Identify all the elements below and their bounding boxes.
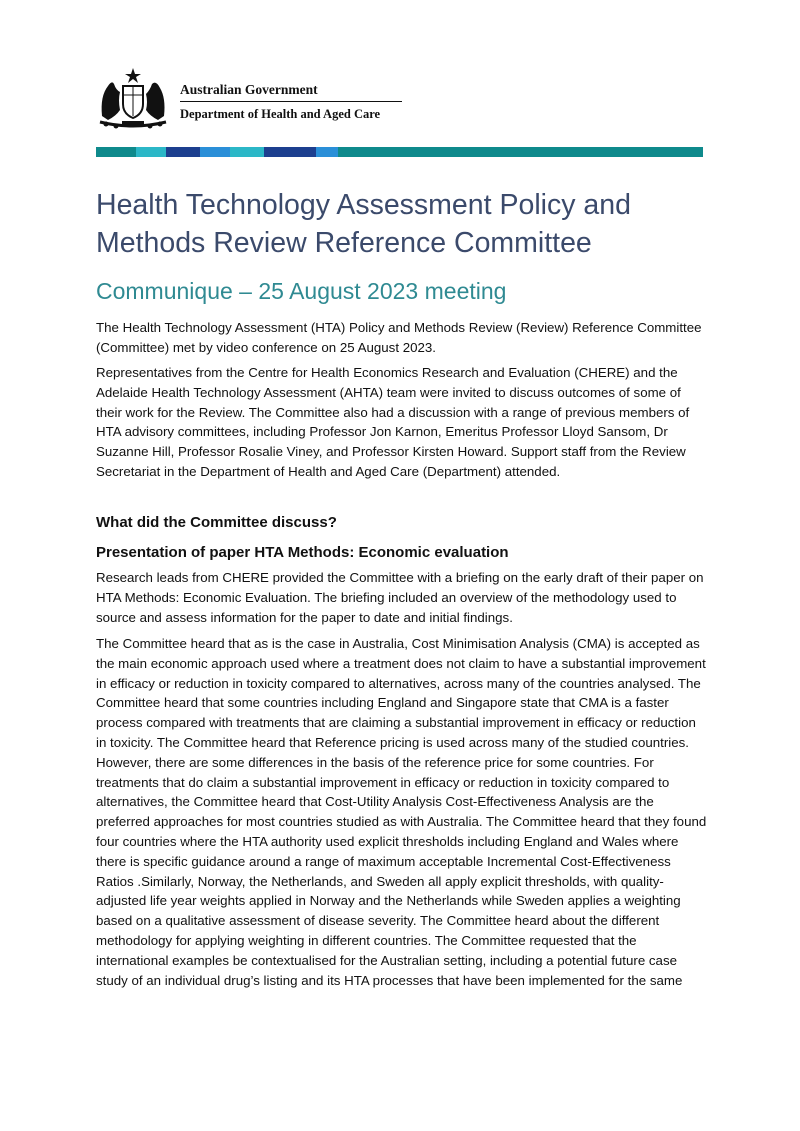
divider	[180, 101, 402, 102]
color-band	[96, 147, 703, 157]
band-segment	[338, 147, 703, 157]
paragraph-intro: The Health Technology Assessment (HTA) Policy and Methods Review (Review) Reference Committee (Committee) met by video conference on 25 August 2023.	[96, 320, 702, 355]
page-title: Health Technology Assessment Policy and Methods Review Reference Committee	[96, 189, 631, 259]
band-segment	[166, 147, 200, 157]
heading-economic-evaluation: Presentation of paper HTA Methods: Economic evaluation	[96, 544, 509, 561]
coat-of-arms-icon	[96, 66, 170, 130]
band-segment	[136, 147, 166, 157]
band-segment	[230, 147, 264, 157]
paragraph-committee-heard: The Committee heard that as is the case in Australia, Cost Minimisation Analysis (CMA) is accepted as the main economic approach used where a treatment does not claim to have a substantial improvement in efficacy or reduction in toxicity compared to alternatives, across many of the countries analysed. The Committee heard that some countries including England and Singapore state that CMA is a faster process compared with treatments that are claiming a substantial improvement in efficacy or reduction in toxicity. The Committee heard that Reference pricing is used across many of the studied countries. However, there are some differences in the basis of the reference price for some countries. For treatments that do claim a substantial improvement in efficacy or reduction in toxicity compared to alternatives, the Committee heard that Cost-Utility Analysis Cost-Effectiveness Analysis are the preferred approaches for most countries studied as with Australia. The Committee heard that they found four countries where the HTA authority used explicit thresholds including England and Wales where there is specific guidance around a range of maximum acceptable Incremental Cost-Effectiveness Ratios .Similarly, Norway, the Netherlands, and Sweden all apply explicit thresholds, with quality-adjusted life year weights applied in Norway and the Netherlands while Sweden applies a weighting based on a qualitative assessment of disease severity. The Committee heard about the different methodology for applying weighting in different countries. The Committee requested that the international examples be contextualised for the Australian setting, including a potential future case study of an individual drug’s listing and its HTA processes that have been implemented for the same	[96, 636, 707, 988]
band-segment	[316, 147, 338, 157]
page-subtitle: Communique – 25 August 2023 meeting	[96, 278, 507, 304]
paragraph-chere-briefing: Research leads from CHERE provided the Committee with a briefing on the early draft of their paper on HTA Methods: Economic Evaluation. The briefing included an overview of the methodology used to source and assess information for the paper to date and initial findings.	[96, 570, 704, 625]
band-segment	[200, 147, 230, 157]
band-segment	[96, 147, 136, 157]
band-segment	[264, 147, 316, 157]
department-name: Department of Health and Aged Care	[180, 107, 381, 121]
government-name: Australian Government	[180, 82, 318, 97]
heading-what-discussed: What did the Committee discuss?	[96, 514, 337, 531]
paragraph-representatives: Representatives from the Centre for Health Economics Research and Evaluation (CHERE) and the Adelaide Health Technology Assessment (AHTA) team were invited to discuss outcomes of some of their work for the Review. The Committee also had a discussion with a range of previous members of HTA advisory committees, including Professor Jon Karnon, Emeritus Professor Lloyd Sansom, Dr Suzanne Hill, Professor Rosalie Viney, and Professor Kirsten Howard. Support staff from the Review Secretariat in the Department of Health and Aged Care (Department) attended.	[96, 365, 690, 479]
